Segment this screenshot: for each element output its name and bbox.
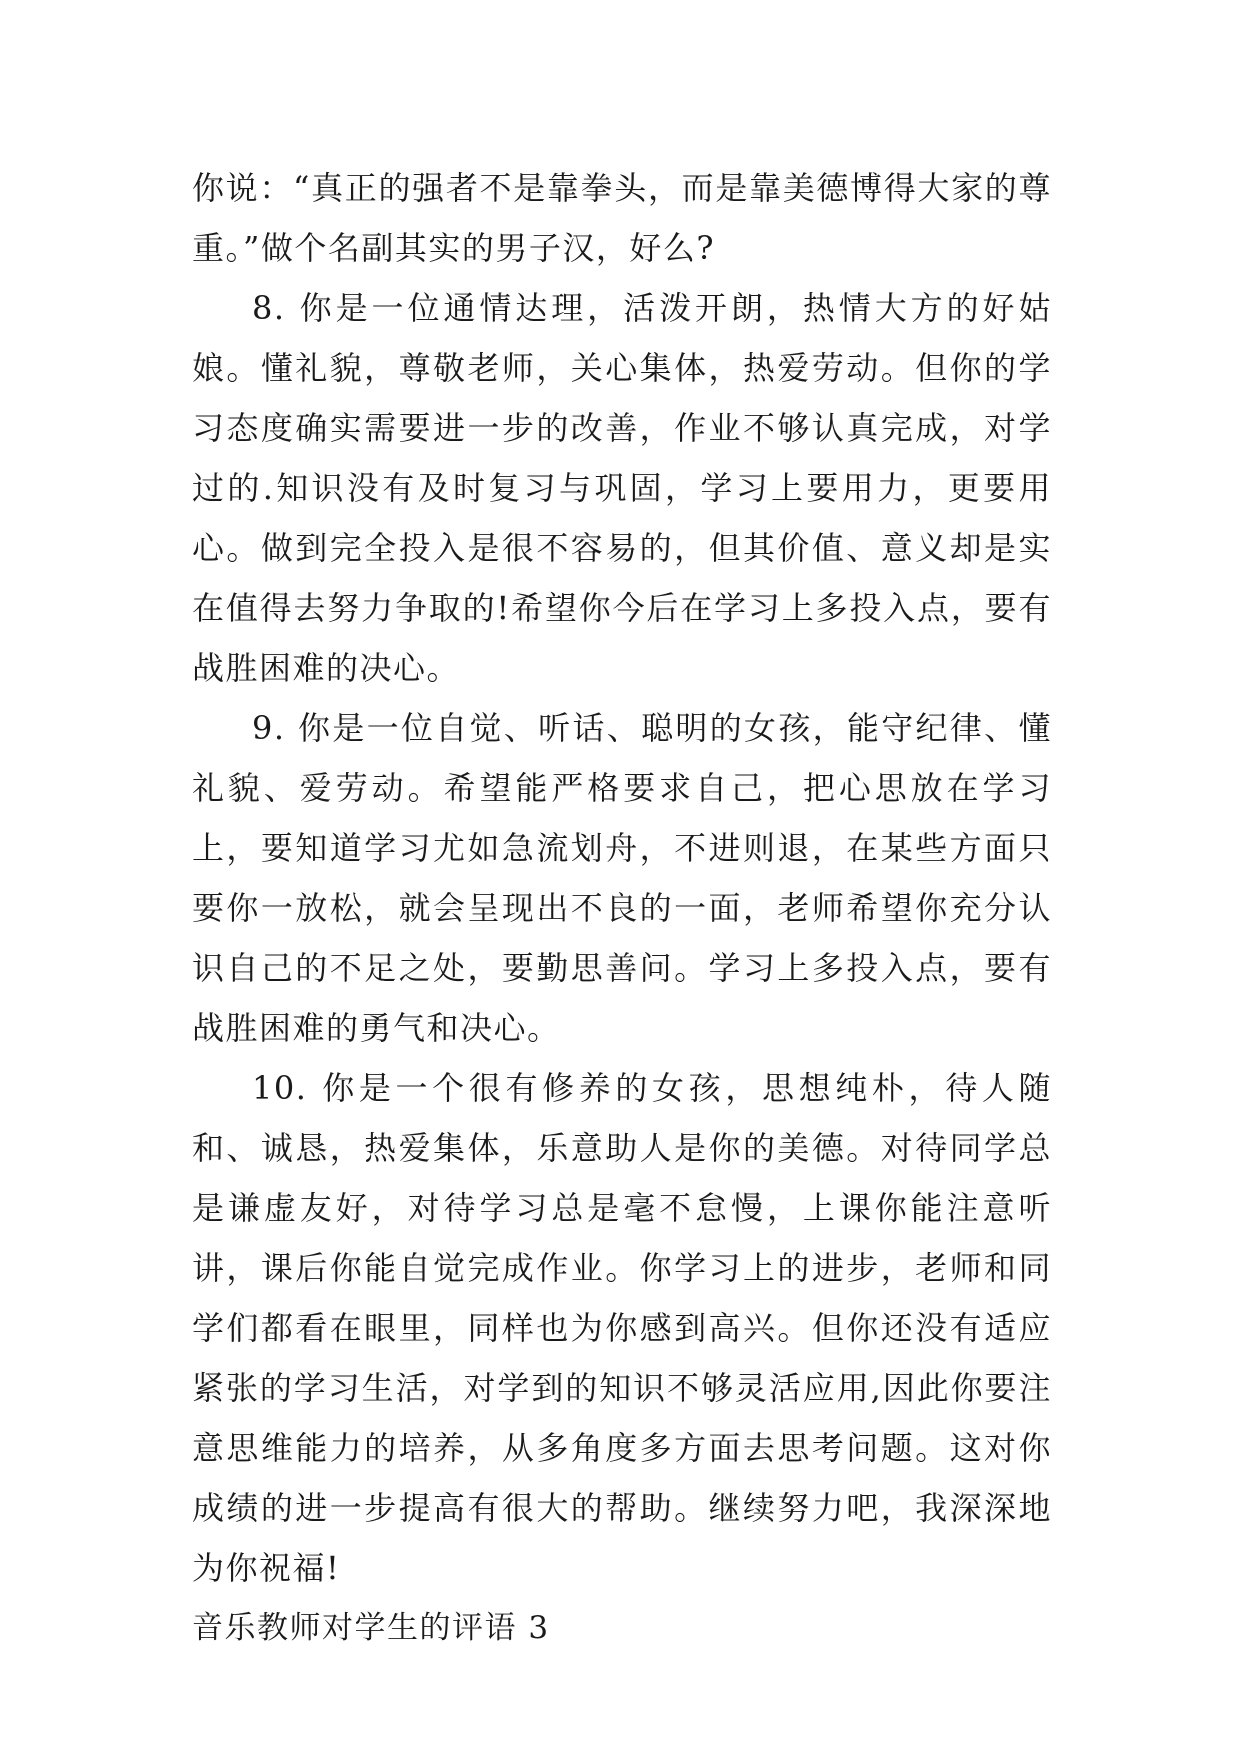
paragraph-continuation: 你说：“真正的强者不是靠拳头，而是靠美德博得大家的尊重。”做个名副其实的男子汉，好么? (192, 169, 1052, 267)
paragraph-comment-10: 10. 你是一个很有修养的女孩，思想纯朴，待人随和、诚恳，热爱集体，乐意助人是你的美德。对待同学总是谦虚友好，对待学习总是毫不怠慢，上课你能注意听讲，课后你能自觉完成作业。你学习上的进步，老师和同学们都看在眼里，同样也为你感到高兴。但你还没有适应紧张的学习生活，对学到的知识不够灵活应用,因此你要注意思维能力的培养，从多角度多方面去思考问题。这对你成绩的进一步提高有很大的帮助。继续努力吧，我深深地为你祝福! (192, 1069, 1052, 1587)
paragraph-comment-9: 9. 你是一位自觉、听话、聪明的女孩，能守纪律、懂礼貌、爱劳动。希望能严格要求自己，把心思放在学习上，要知道学习尤如急流划舟，不进则退，在某些方面只要你一放松，就会呈现出不良的一面，老师希望你充分认识自己的不足之处，要勤思善问。学习上多投入点，要有战胜困难的勇气和决心。 (192, 709, 1052, 1047)
document-body (192, 158, 1052, 1658)
section-heading: 音乐教师对学生的评语 3 (192, 1610, 550, 1646)
paragraph-comment-8: 8. 你是一位通情达理，活泼开朗，热情大方的好姑娘。懂礼貌，尊敬老师，关心集体，热爱劳动。但你的学习态度确实需要进一步的改善，作业不够认真完成，对学过的.知识没有及时复习与巩固，学习上要用力，更要用心。做到完全投入是很不容易的，但其价值、意义却是实在值得去努力争取的!希望你今后在学习上多投入点，要有战胜困难的决心。 (192, 289, 1052, 687)
